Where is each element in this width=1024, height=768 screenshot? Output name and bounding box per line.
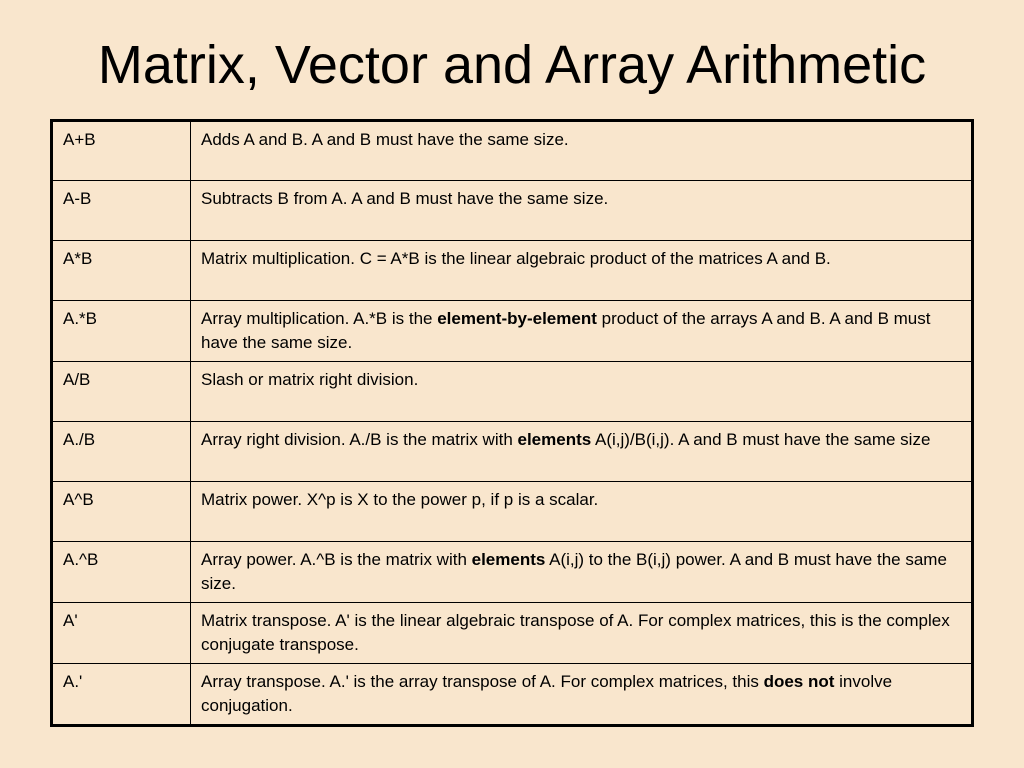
description-cell <box>191 181 973 241</box>
table-row <box>52 482 973 542</box>
description-cell <box>191 301 973 362</box>
table-row <box>52 664 973 726</box>
operators-table <box>50 119 974 727</box>
description-text: product of the arrays A and B. A and B must have the same size. <box>201 309 931 352</box>
table-row <box>52 362 973 422</box>
operator-cell: A^B <box>52 482 191 542</box>
operator-cell: A.^B <box>52 542 191 603</box>
description-text: Array right division. A./B is the matrix with <box>201 430 518 449</box>
operator-cell: A+B <box>52 121 191 181</box>
description-text: Array multiplication. A.*B is the <box>201 309 438 328</box>
description-text: involve conjugation. <box>201 672 893 715</box>
description-text: Adds A and B. A and B must have the same size. <box>201 130 569 149</box>
table-row <box>52 181 973 241</box>
description-cell <box>191 422 973 482</box>
operator-cell: A.*B <box>52 301 191 362</box>
description-emphasis: element-by-element <box>437 309 597 328</box>
description-emphasis: elements <box>517 430 592 449</box>
table-row <box>52 422 973 482</box>
description-cell <box>191 603 973 664</box>
description-text: Matrix transpose. A' is the linear algebraic transpose of A. For complex matrices, this is the complex conjugate transpose. <box>201 611 950 654</box>
description-emphasis: elements <box>471 550 546 569</box>
description-text: Array power. A.^B is the matrix with <box>201 550 472 569</box>
description-cell <box>191 482 973 542</box>
description-text: A(i,j) to the B(i,j) power. A and B must have the same size. <box>201 550 947 593</box>
operator-cell: A' <box>52 603 191 664</box>
description-cell <box>191 121 973 181</box>
operator-cell: A.' <box>52 664 191 726</box>
table-row <box>52 121 973 181</box>
operator-cell: A/B <box>52 362 191 422</box>
description-text: Matrix power. X^p is X to the power p, if p is a scalar. <box>201 490 599 509</box>
description-text: A(i,j)/B(i,j). A and B must have the same size <box>591 430 931 449</box>
operator-cell: A./B <box>52 422 191 482</box>
description-text: Matrix multiplication. C = A*B is the linear algebraic product of the matrices A and B. <box>201 249 831 268</box>
operators-table-body <box>52 121 973 726</box>
description-cell <box>191 362 973 422</box>
slide-title: Matrix, Vector and Array Arithmetic <box>97 35 927 95</box>
table-row <box>52 301 973 362</box>
description-text: Slash or matrix right division. <box>201 370 419 389</box>
operator-cell: A*B <box>52 241 191 301</box>
description-cell <box>191 664 973 726</box>
description-text: Array transpose. A.' is the array transpose of A. For complex matrices, this <box>201 672 764 691</box>
table-row <box>52 603 973 664</box>
description-emphasis: does not <box>763 672 835 691</box>
description-text: Subtracts B from A. A and B must have the same size. <box>201 189 609 208</box>
description-cell <box>191 241 973 301</box>
description-cell <box>191 542 973 603</box>
operator-cell: A-B <box>52 181 191 241</box>
table-row <box>52 241 973 301</box>
table-row <box>52 542 973 603</box>
